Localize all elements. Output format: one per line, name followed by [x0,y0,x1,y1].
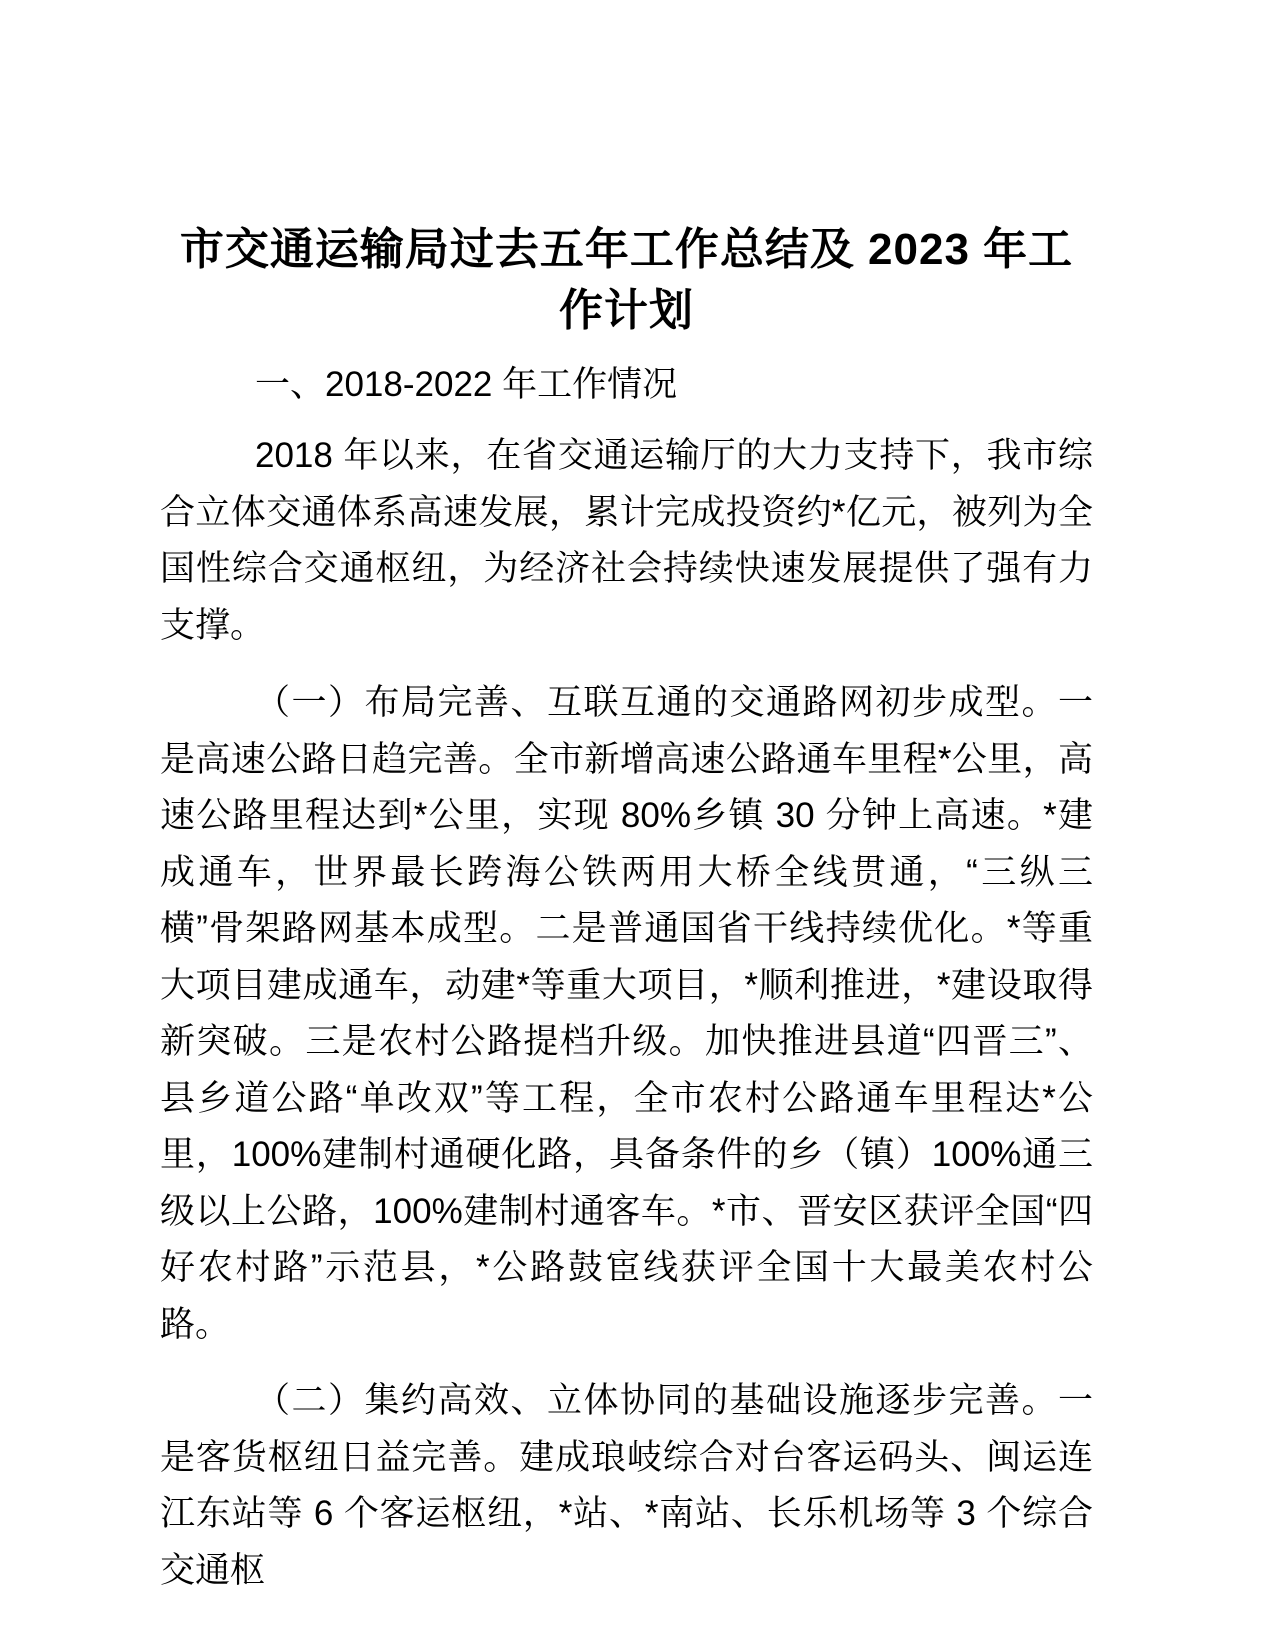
document-content [160,0,1093,1599]
paragraph-intro: 2018 年以来，在省交通运输厅的大力支持下，我市综合立体交通体系高速发展，累计完成投资约*亿元，被列为全国性综合交通枢纽，为经济社会持续快速发展提供了强有力支撑。 [160,436,1093,645]
paragraph-section-1: （一）布局完善、互联互通的交通路网初步成型。一是高速公路日趋完善。全市新增高速公路通车里程*公里，高速公路里程达到*公里，实现 80%乡镇 30 分钟上高速。*建成通车，世界最长跨海公铁两用大桥全线贯通，“三纵三横”骨架路网基本成型。二是普通国省干线持续优化。*等重大项目建成通车，动建*等重大项目，*顺利推进，*建设取得新突破。三是农村公路提档升级。加快推进县道“四晋三”、县乡道公路“单改双”等工程，全市农村公路通车里程达*公里，100%建制村通硬化路，具备条件的乡（镇）100%通三级以上公路，100%建制村通客车。*市、晋安区获评全国“四好农村路”示范县，*公路鼓宦线获评全国十大最美农村公路。 [160,683,1093,1344]
document-title: 市交通运输局过去五年工作总结及 2023 年工作计划 [179,225,1074,335]
section-heading: 一、2018-2022 年工作情况 [255,365,678,404]
paragraph-section-2: （二）集约高效、立体协同的基础设施逐步完善。一是客货枢纽日益完善。建成琅岐综合对台客运码头、闽运连江东站等 6 个客运枢纽，*站、*南站、长乐机场等 3 个综合交通枢 [160,1381,1093,1590]
